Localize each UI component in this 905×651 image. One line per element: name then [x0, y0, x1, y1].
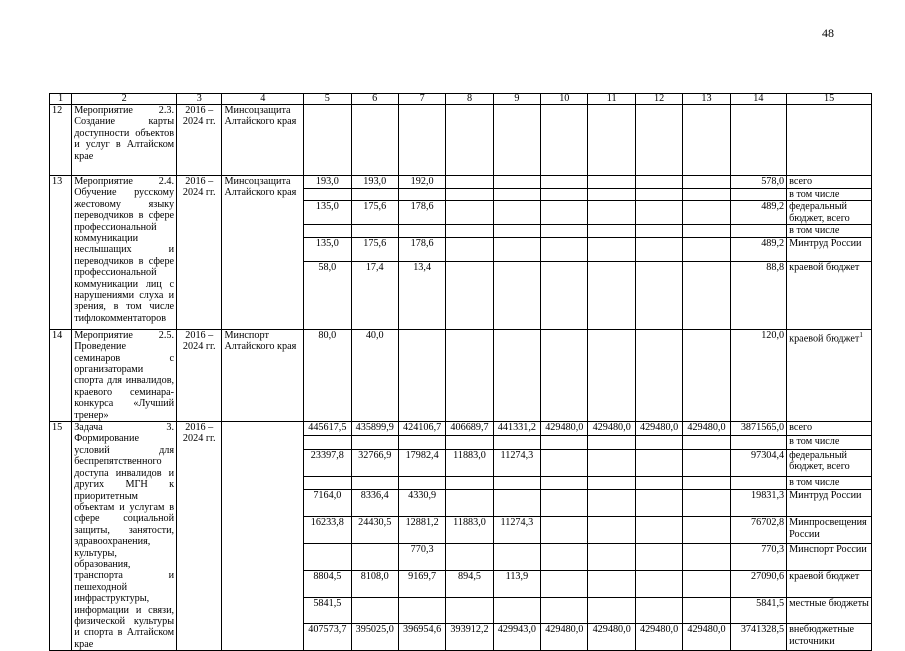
column-header: 13 [683, 94, 730, 105]
value-cell: 8336,4 [351, 490, 398, 517]
value-cell [493, 176, 540, 189]
value-cell [635, 490, 682, 517]
value-cell: 429480,0 [683, 624, 730, 651]
value-cell [730, 476, 786, 490]
row-number: 12 [50, 105, 72, 176]
value-cell [351, 476, 398, 490]
table-cell [304, 105, 351, 176]
value-cell: 9169,7 [398, 570, 445, 597]
value-cell: 178,6 [398, 201, 445, 225]
value-cell [588, 543, 635, 570]
table-cell [635, 105, 682, 176]
value-cell [588, 176, 635, 189]
table-row-row13-line [50, 176, 872, 189]
value-cell: 429480,0 [588, 624, 635, 651]
value-cell [351, 543, 398, 570]
value-cell [683, 201, 730, 225]
value-cell: 429480,0 [541, 624, 588, 651]
funding-source: внебюджетные источники [787, 624, 872, 651]
value-cell: 429480,0 [588, 422, 635, 436]
value-cell: 445617,5 [304, 422, 351, 436]
row-number: 15 [50, 422, 72, 651]
funding-source [787, 329, 872, 421]
value-cell [635, 176, 682, 189]
row-number: 14 [50, 329, 72, 421]
value-cell [541, 570, 588, 597]
value-cell: 435899,9 [351, 422, 398, 436]
value-cell: 5841,5 [304, 597, 351, 624]
value-cell: 76702,8 [730, 517, 786, 544]
table-cell [787, 105, 872, 176]
event-name: Мероприятие 2.5. Проведение семинаров с организаторами спорта для инвалидов, краевого семинара-конкурса «Лучший тренер» [72, 329, 177, 421]
value-cell [446, 261, 493, 329]
value-cell [541, 517, 588, 544]
value-cell [304, 225, 351, 237]
value-cell [541, 201, 588, 225]
event-name: Мероприятие 2.4. Обучение русскому жестовому языку переводчиков в сфере профессиональной коммуникации неслышащих и переводчиков в сфере профессиональной коммуникации лиц с нарушениями слуха и зрения, в том числе тифлокомментаторов [72, 176, 177, 330]
value-cell: 192,0 [398, 176, 445, 189]
value-cell [493, 189, 540, 201]
column-header: 9 [493, 94, 540, 105]
value-cell [493, 476, 540, 490]
value-cell [635, 517, 682, 544]
value-cell [304, 476, 351, 490]
value-cell: 88,8 [730, 261, 786, 329]
value-cell [635, 189, 682, 201]
value-cell [588, 189, 635, 201]
period: 2016 – 2024 гг. [177, 422, 222, 651]
column-header: 5 [304, 94, 351, 105]
value-cell [446, 597, 493, 624]
value-cell [446, 201, 493, 225]
value-cell [398, 329, 445, 421]
executor: Минспорт Алтайского края [222, 329, 304, 421]
value-cell [588, 329, 635, 421]
table-cell [398, 105, 445, 176]
value-cell: 407573,7 [304, 624, 351, 651]
value-cell [493, 329, 540, 421]
value-cell [683, 476, 730, 490]
value-cell: 24430,5 [351, 517, 398, 544]
value-cell [635, 543, 682, 570]
value-cell: 441331,2 [493, 422, 540, 436]
value-cell [541, 329, 588, 421]
value-cell: 406689,7 [446, 422, 493, 436]
value-cell [635, 597, 682, 624]
value-cell [635, 237, 682, 261]
value-cell [683, 449, 730, 476]
column-header: 3 [177, 94, 222, 105]
value-cell: 80,0 [304, 329, 351, 421]
value-cell [683, 517, 730, 544]
executor [222, 422, 304, 651]
value-cell [541, 261, 588, 329]
value-cell: 489,2 [730, 201, 786, 225]
value-cell: 429480,0 [635, 624, 682, 651]
value-cell: 58,0 [304, 261, 351, 329]
value-cell: 17982,4 [398, 449, 445, 476]
value-cell [683, 225, 730, 237]
funding-source: Минпросвещения России [787, 517, 872, 544]
column-header: 6 [351, 94, 398, 105]
value-cell: 578,0 [730, 176, 786, 189]
value-cell: 11883,0 [446, 517, 493, 544]
value-cell [588, 225, 635, 237]
value-cell: 7164,0 [304, 490, 351, 517]
value-cell [493, 435, 540, 449]
funding-source: в том числе [787, 435, 872, 449]
value-cell: 429480,0 [683, 422, 730, 436]
value-cell: 894,5 [446, 570, 493, 597]
value-cell [541, 543, 588, 570]
value-cell [304, 189, 351, 201]
value-cell [398, 476, 445, 490]
funding-source: в том числе [787, 189, 872, 201]
funding-source-text: краевой бюджет [789, 333, 860, 345]
column-header: 10 [541, 94, 588, 105]
value-cell [304, 543, 351, 570]
value-cell [588, 490, 635, 517]
value-cell [446, 237, 493, 261]
value-cell: 3871565,0 [730, 422, 786, 436]
value-cell: 11274,3 [493, 449, 540, 476]
funding-source: Минспорт России [787, 543, 872, 570]
value-cell [304, 435, 351, 449]
value-cell: 393912,2 [446, 624, 493, 651]
value-cell [351, 225, 398, 237]
funding-source: в том числе [787, 225, 872, 237]
funding-source: всего [787, 176, 872, 189]
value-cell [588, 517, 635, 544]
value-cell: 8108,0 [351, 570, 398, 597]
value-cell: 13,4 [398, 261, 445, 329]
value-cell: 11883,0 [446, 449, 493, 476]
value-cell [683, 597, 730, 624]
value-cell [588, 449, 635, 476]
value-cell [398, 225, 445, 237]
value-cell [683, 261, 730, 329]
value-cell [446, 329, 493, 421]
period: 2016 – 2024 гг. [177, 176, 222, 330]
column-header: 12 [635, 94, 682, 105]
period: 2016 – 2024 гг. [177, 329, 222, 421]
table-cell [446, 105, 493, 176]
executor: Минсоцзащита Алтайского края [222, 105, 304, 176]
value-cell: 32766,9 [351, 449, 398, 476]
funding-source: федеральный бюджет, всего [787, 449, 872, 476]
table-cell [351, 105, 398, 176]
value-cell [541, 435, 588, 449]
value-cell [493, 490, 540, 517]
value-cell [493, 237, 540, 261]
value-cell [588, 201, 635, 225]
funding-source: местные бюджеты [787, 597, 872, 624]
funding-source: федеральный бюджет, всего [787, 201, 872, 225]
table-cell [588, 105, 635, 176]
table-row-14 [50, 329, 872, 421]
funding-source: краевой бюджет [787, 570, 872, 597]
value-cell: 429480,0 [541, 422, 588, 436]
value-cell [635, 476, 682, 490]
value-cell [351, 597, 398, 624]
value-cell [635, 201, 682, 225]
value-cell [446, 476, 493, 490]
value-cell [541, 490, 588, 517]
column-header: 14 [730, 94, 786, 105]
value-cell: 135,0 [304, 237, 351, 261]
executor: Минсоцзащита Алтайского края [222, 176, 304, 330]
value-cell [446, 225, 493, 237]
footnote-marker: 1 [859, 330, 863, 339]
value-cell: 396954,6 [398, 624, 445, 651]
value-cell: 175,6 [351, 201, 398, 225]
value-cell: 120,0 [730, 329, 786, 421]
value-cell [541, 237, 588, 261]
value-cell: 113,9 [493, 570, 540, 597]
value-cell [730, 225, 786, 237]
value-cell [635, 570, 682, 597]
value-cell [588, 597, 635, 624]
value-cell [541, 449, 588, 476]
table-row-12 [50, 105, 872, 176]
value-cell: 19831,3 [730, 490, 786, 517]
value-cell: 16233,8 [304, 517, 351, 544]
value-cell: 17,4 [351, 261, 398, 329]
column-header: 15 [787, 94, 872, 105]
table-cell [683, 105, 730, 176]
value-cell [446, 189, 493, 201]
column-header: 4 [222, 94, 304, 105]
value-cell [351, 189, 398, 201]
page-number: 48 [822, 26, 834, 40]
funding-source: краевой бюджет [787, 261, 872, 329]
value-cell [588, 237, 635, 261]
event-name: Мероприятие 2.3. Создание карты доступности объектов и услуг в Алтайском крае [72, 105, 177, 176]
value-cell [541, 225, 588, 237]
funding-source: Минтруд России [787, 490, 872, 517]
value-cell: 11274,3 [493, 517, 540, 544]
value-cell [541, 597, 588, 624]
value-cell [446, 176, 493, 189]
value-cell [446, 490, 493, 517]
value-cell [683, 329, 730, 421]
value-cell [398, 189, 445, 201]
value-cell: 489,2 [730, 237, 786, 261]
value-cell: 429943,0 [493, 624, 540, 651]
value-cell [635, 261, 682, 329]
event-name: Задача 3. Формирование условий для беспрепятственного доступа инвалидов и других МГН к приоритетным объектам и услугам в сфере социальной защиты, занятости, здравоохранения, культуры, образования, транспорта и пешеходной инфраструктуры, информации и связи, физической культуры и спорта в Алтайском крае [72, 422, 177, 651]
value-cell: 770,3 [730, 543, 786, 570]
value-cell [635, 449, 682, 476]
value-cell [588, 261, 635, 329]
value-cell: 97304,4 [730, 449, 786, 476]
value-cell: 424106,7 [398, 422, 445, 436]
row-number: 13 [50, 176, 72, 330]
value-cell [588, 435, 635, 449]
value-cell: 23397,8 [304, 449, 351, 476]
value-cell [683, 176, 730, 189]
value-cell [588, 476, 635, 490]
value-cell: 395025,0 [351, 624, 398, 651]
value-cell: 429480,0 [635, 422, 682, 436]
value-cell [493, 201, 540, 225]
funding-source: Минтруд России [787, 237, 872, 261]
value-cell: 770,3 [398, 543, 445, 570]
value-cell [446, 435, 493, 449]
value-cell [683, 237, 730, 261]
value-cell [683, 435, 730, 449]
value-cell: 12881,2 [398, 517, 445, 544]
value-cell: 5841,5 [730, 597, 786, 624]
value-cell: 193,0 [304, 176, 351, 189]
value-cell: 27090,6 [730, 570, 786, 597]
column-header: 7 [398, 94, 445, 105]
value-cell [541, 176, 588, 189]
value-cell [635, 435, 682, 449]
value-cell [683, 543, 730, 570]
column-header: 2 [72, 94, 177, 105]
value-cell [351, 435, 398, 449]
table-cell [493, 105, 540, 176]
table-cell [730, 105, 786, 176]
value-cell [493, 225, 540, 237]
value-cell [635, 329, 682, 421]
column-header: 11 [588, 94, 635, 105]
value-cell [683, 570, 730, 597]
program-table [49, 93, 872, 651]
value-cell: 135,0 [304, 201, 351, 225]
value-cell: 8804,5 [304, 570, 351, 597]
value-cell [493, 261, 540, 329]
column-header: 8 [446, 94, 493, 105]
value-cell: 175,6 [351, 237, 398, 261]
value-cell [730, 435, 786, 449]
value-cell [493, 597, 540, 624]
value-cell [541, 476, 588, 490]
table-cell [541, 105, 588, 176]
funding-source: всего [787, 422, 872, 436]
value-cell: 3741328,5 [730, 624, 786, 651]
value-cell [398, 435, 445, 449]
value-cell [683, 490, 730, 517]
period: 2016 – 2024 гг. [177, 105, 222, 176]
value-cell [493, 543, 540, 570]
value-cell [398, 597, 445, 624]
value-cell [635, 225, 682, 237]
value-cell [588, 570, 635, 597]
column-header: 1 [50, 94, 72, 105]
value-cell [541, 189, 588, 201]
value-cell: 178,6 [398, 237, 445, 261]
value-cell [683, 189, 730, 201]
value-cell: 193,0 [351, 176, 398, 189]
value-cell [730, 189, 786, 201]
funding-source: в том числе [787, 476, 872, 490]
header-row [50, 94, 872, 105]
value-cell: 40,0 [351, 329, 398, 421]
value-cell [446, 543, 493, 570]
table-row-row15-line [50, 422, 872, 436]
value-cell: 4330,9 [398, 490, 445, 517]
